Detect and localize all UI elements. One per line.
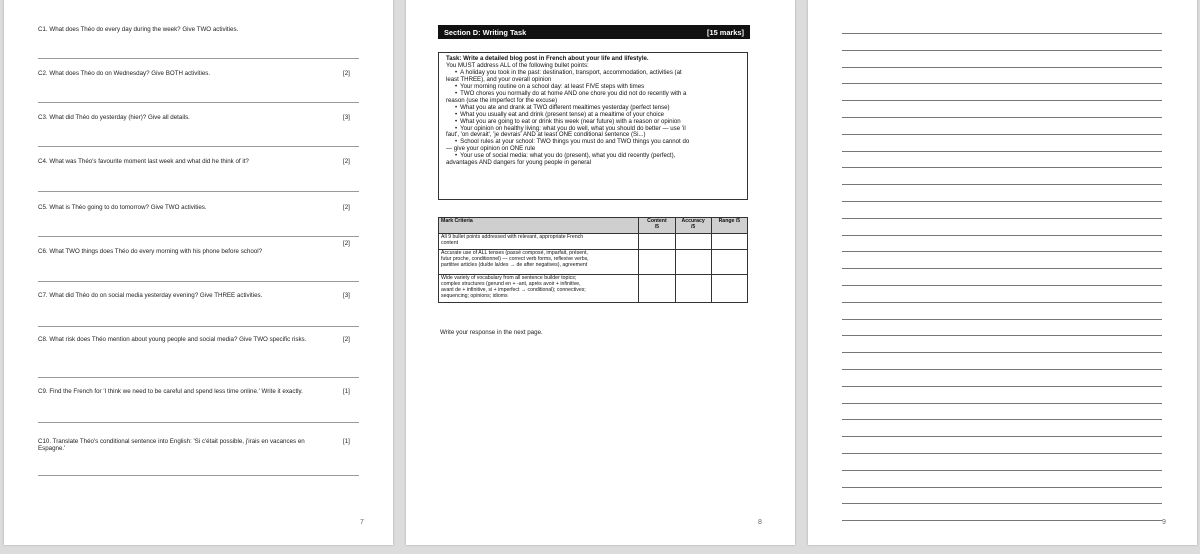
- bullet-line: School rules at your school: TWO things you must do and TWO things you cannot do: [460, 138, 690, 146]
- table-header-row: [439, 218, 748, 234]
- criteria-cell: [439, 250, 639, 275]
- writing-line[interactable]: [842, 218, 1162, 219]
- page-number: 7: [360, 519, 364, 526]
- bullet-item: [446, 153, 743, 167]
- table-row: [439, 275, 748, 303]
- answer-line[interactable]: [38, 146, 359, 147]
- bullet-line: Your opinion on healthy living: what you do well, what you should do better — use 'il: [460, 124, 686, 132]
- writing-line[interactable]: [842, 83, 1162, 84]
- writing-line[interactable]: [842, 134, 1162, 135]
- bullet-item: [446, 91, 743, 105]
- criteria-line: Accurate use of ALL tenses (passé composé, imparfait, présent,: [441, 250, 588, 256]
- accuracy-score-cell[interactable]: [675, 234, 711, 250]
- criteria-line: partitive articles (du/de la/des → de after negatives), agreement: [441, 261, 588, 268]
- writing-line[interactable]: [842, 50, 1162, 51]
- writing-line[interactable]: [842, 453, 1162, 454]
- bullet-dot-icon: •: [455, 110, 458, 118]
- question-marks: [1]: [343, 388, 350, 395]
- page-number: 8: [758, 519, 762, 526]
- bullet-line: A holiday you took in the past: destination, transport, accommodation, activities (at: [460, 68, 682, 76]
- page-number: 9: [1162, 519, 1166, 526]
- writing-line[interactable]: [842, 235, 1162, 236]
- bullet-dot-icon: •: [455, 152, 458, 160]
- answer-line[interactable]: [38, 281, 359, 282]
- writing-line[interactable]: [842, 319, 1162, 320]
- answer-line[interactable]: [38, 422, 359, 423]
- bullet-dot-icon: •: [455, 138, 458, 146]
- criteria-line: avant de + infinitive, si + imperfect → conditional); connectives;: [441, 286, 586, 293]
- writing-line[interactable]: [842, 167, 1162, 168]
- question-text: C7. What did Théo do on social media yesterday evening? Give THREE activities.: [38, 292, 263, 299]
- question-marks: [3]: [343, 114, 350, 121]
- question-marks: [1]: [343, 438, 350, 445]
- bullet-line: What you usually eat and drink (present tense) at a mealtime of your choice: [460, 110, 665, 118]
- writing-line[interactable]: [842, 369, 1162, 370]
- writing-line[interactable]: [842, 268, 1162, 269]
- header-content: [639, 218, 675, 234]
- bullet-line: Your morning routine on a school day: at least FIVE steps with times: [460, 82, 645, 90]
- bullet-line: least THREE), and your overall opinion: [446, 75, 552, 83]
- bullet-dot-icon: •: [455, 117, 458, 125]
- writing-line[interactable]: [842, 520, 1162, 521]
- question-marks: [2]: [343, 336, 350, 343]
- bullet-dot-icon: •: [455, 68, 458, 76]
- bullet-dot-icon: •: [455, 103, 458, 111]
- writing-line[interactable]: [842, 470, 1162, 471]
- criteria-line: All 9 bullet points addressed with relevant, appropriate French: [441, 234, 584, 240]
- bullet-item: [446, 126, 743, 140]
- range-score-cell[interactable]: [711, 250, 747, 275]
- bullet-list: [446, 70, 743, 167]
- next-page-note: Write your response in the next page.: [440, 329, 543, 336]
- bullet-dot-icon: •: [455, 82, 458, 90]
- answer-line[interactable]: [38, 475, 359, 476]
- bullet-line: TWO chores you normally do at home AND one chore you did not do recently with a: [460, 89, 687, 97]
- writing-line[interactable]: [842, 419, 1162, 420]
- header-accuracy-max: /5: [690, 223, 696, 230]
- bullet-item: [446, 139, 743, 153]
- question-marks: [3]: [343, 292, 350, 299]
- criteria-line: Wide variety of vocabulary from all sentence builder topics;: [441, 275, 577, 281]
- range-score-cell[interactable]: [711, 234, 747, 250]
- question-text: C10. Translate Théo's conditional sentence into English: 'Si c'était possible, j'irais en vacances en Espagne.': [38, 438, 305, 453]
- content-score-cell[interactable]: [639, 250, 675, 275]
- question-text: C8. What risk does Théo mention about young people and social media? Give TWO specific risks.: [38, 336, 307, 343]
- writing-line[interactable]: [842, 386, 1162, 387]
- question-marks: [2]: [343, 204, 350, 211]
- header-content-max: /5: [654, 223, 660, 230]
- answer-line[interactable]: [38, 58, 359, 59]
- task-intro: You MUST address ALL of the following bullet points:: [446, 61, 589, 69]
- table-row: [439, 234, 748, 250]
- question-text: C4. What was Théo's favourite moment last week and what did he think of it?: [38, 158, 249, 165]
- question-text: C6. What TWO things does Théo do every morning with his phone before school?: [38, 248, 263, 255]
- criteria-line: sequencing; opinions; idioms: [441, 292, 508, 299]
- bullet-line: Your use of social media: what you do (present), what you did recently (perfect),: [460, 152, 676, 160]
- writing-line[interactable]: [842, 487, 1162, 488]
- question-marks: [2]: [343, 70, 350, 77]
- writing-line[interactable]: [842, 352, 1162, 353]
- section-header: [438, 25, 750, 39]
- header-criteria: Mark Criteria: [439, 218, 639, 234]
- answer-line[interactable]: [38, 191, 359, 192]
- content-score-cell[interactable]: [639, 234, 675, 250]
- writing-line[interactable]: [842, 403, 1162, 404]
- question-text: C2. What does Théo do on Wednesday? Give BOTH activities.: [38, 70, 211, 77]
- writing-line[interactable]: [842, 201, 1162, 202]
- header-range: Range /5: [711, 218, 747, 234]
- accuracy-score-cell[interactable]: [675, 250, 711, 275]
- writing-line[interactable]: [842, 503, 1162, 504]
- criteria-cell: [439, 234, 639, 250]
- criteria-line: content: [441, 239, 459, 246]
- header-accuracy-label: Accuracy: [681, 218, 705, 224]
- section-title: Section D: Writing Task: [444, 28, 527, 37]
- bullet-dot-icon: •: [455, 89, 458, 97]
- question-text: C5. What is Théo going to do tomorrow? Give TWO activities.: [38, 204, 207, 211]
- bullet-dot-icon: •: [455, 124, 458, 132]
- writing-line[interactable]: [842, 436, 1162, 437]
- bullet-line: What you ate and drank at TWO different mealtimes yesterday (perfect tense): [460, 103, 670, 111]
- writing-line[interactable]: [842, 151, 1162, 152]
- writing-line[interactable]: [842, 335, 1162, 336]
- answer-line[interactable]: [38, 236, 359, 237]
- page-8: [406, 0, 795, 545]
- section-marks: [15 marks]: [707, 28, 744, 37]
- criteria-line: futur proche, conditionnel) — correct verb forms, reflexive verbs,: [441, 255, 589, 262]
- content-score-cell[interactable]: [639, 275, 675, 303]
- task-title: Task: Write a detailed blog post in French about your life and lifestyle.: [446, 55, 649, 62]
- accuracy-score-cell[interactable]: [675, 275, 711, 303]
- writing-line[interactable]: [842, 67, 1162, 68]
- bullet-line: faut', 'on devrait', 'je devrais' AND at least ONE conditional sentence (Si...): [446, 131, 646, 139]
- bullet-item: [446, 70, 743, 84]
- answer-line[interactable]: [38, 102, 359, 103]
- answer-line[interactable]: [38, 326, 359, 327]
- answer-line[interactable]: [38, 377, 359, 378]
- criteria-line: complex structures (gerund en + -ant, après avoir + infinitive,: [441, 280, 581, 287]
- bullet-line: What you are going to eat or drink this week (near future) with a reason or opinion: [460, 117, 681, 125]
- bullet-line: — give your opinion on ONE rule: [446, 145, 536, 153]
- bullet-line: reason (use the imperfect for the excuse): [446, 96, 558, 104]
- header-content-label: Content: [647, 218, 667, 224]
- writing-line[interactable]: [842, 251, 1162, 252]
- bullet-line: advantages AND dangers for young people in general: [446, 159, 591, 167]
- header-accuracy: [675, 218, 711, 234]
- writing-line[interactable]: [842, 33, 1162, 34]
- writing-line[interactable]: [842, 100, 1162, 101]
- criteria-cell: [439, 275, 639, 303]
- table-row: [439, 250, 748, 275]
- question-text: C3. What did Théo do yesterday (hier)? Give all details.: [38, 114, 190, 121]
- question-marks: [2]: [343, 158, 350, 165]
- mark-criteria-table: [438, 217, 748, 303]
- writing-line[interactable]: [842, 117, 1162, 118]
- question-marks: [2]: [343, 240, 350, 247]
- writing-line[interactable]: [842, 285, 1162, 286]
- question-text: C9. Find the French for 'I think we need to be careful and spend less time online.' Write it exactly.: [38, 388, 303, 395]
- page-9: [808, 0, 1197, 545]
- writing-line[interactable]: [842, 184, 1162, 185]
- writing-line[interactable]: [842, 302, 1162, 303]
- range-score-cell[interactable]: [711, 275, 747, 303]
- task-box: [438, 52, 748, 200]
- page-7: [4, 0, 393, 545]
- question-text: C1. What does Théo do every day during the week? Give TWO activities.: [38, 26, 239, 33]
